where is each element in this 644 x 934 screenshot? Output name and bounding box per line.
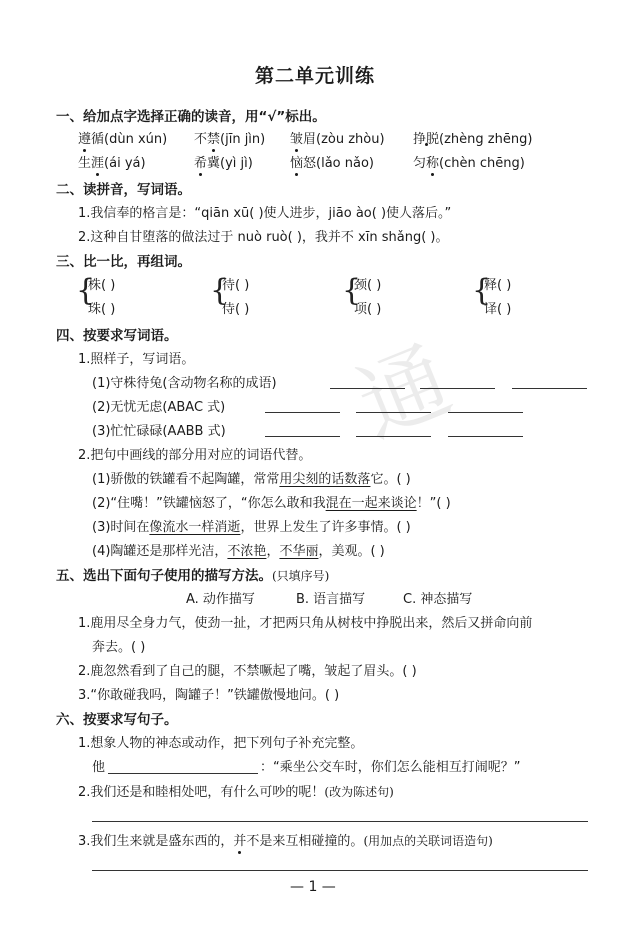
answer-line[interactable] <box>265 412 340 413</box>
pinyin-choice-item: 生涯(ái yá) <box>78 156 146 171</box>
q6-3: 3.我们生来就是盛东西的，并不是来互相碰撞的。(用加点的关联词语造句) <box>78 834 493 849</box>
pinyin-choice-item: 匀称(chèn chēng) <box>413 156 525 171</box>
q4-1-2: (2)无忧无虑(ABAC 式) <box>92 400 226 415</box>
compare-word: 颈( ) <box>354 278 382 293</box>
pinyin-question-1: 1.我信奉的格言是：“qiān xū( )使人进步，jiāo ào( )使人落后。” <box>78 206 452 221</box>
q4-2-3: (3)时间在像流水一样消逝，世界上发生了许多事情。( ) <box>92 520 411 535</box>
section-3-heading: 三、比一比，再组词。 <box>56 254 191 270</box>
section-6-heading: 六、按要求写句子。 <box>56 712 178 728</box>
q5-2: 2.鹿忽然看到了自己的腿，不禁噘起了嘴，皱起了眉头。( ) <box>78 664 417 679</box>
pinyin-question-2: 2.这种自甘堕落的做法过于 nuò ruò( )，我并不 xīn shǎng( )。 <box>78 230 449 245</box>
q6-1: 1.想象人物的神态或动作，把下列句子补充完整。 <box>78 736 364 751</box>
compare-word: 释( ) <box>484 278 512 293</box>
watermark: 通 <box>343 328 464 457</box>
section-5-heading-row: 五、选出下面句子使用的描写方法。(只填序号) <box>56 568 330 584</box>
brace: { <box>210 273 230 308</box>
q4-2: 2.把句中画线的部分用对应的词语代替。 <box>78 448 312 463</box>
q6-1-quote: ：“乘坐公交车时，你们怎么能相互打闹呢？” <box>260 760 521 775</box>
compare-word: 珠( ) <box>88 302 116 317</box>
section-1-heading: 一、给加点字选择正确的读音，用“√”标出。 <box>56 109 326 125</box>
compare-word: 待( ) <box>222 278 250 293</box>
answer-line[interactable] <box>448 436 523 437</box>
pinyin-choice-item: 挣脱(zhèng zhēng) <box>413 132 533 147</box>
q4-1-1: (1)守株待兔(含动物名称的成语) <box>92 376 277 391</box>
q6-2: 2.我们还是和睦相处吧，有什么可吵的呢！(改为陈述句) <box>78 785 394 800</box>
option-a: A. 动作描写 <box>186 592 255 607</box>
answer-line[interactable] <box>330 388 405 389</box>
brace: { <box>472 273 492 308</box>
compare-word: 侍( ) <box>222 302 250 317</box>
answer-line[interactable] <box>265 436 340 437</box>
pinyin-choice-item: 皱眉(zòu zhòu) <box>290 132 385 147</box>
q4-2-1: (1)骄傲的铁罐看不起陶罐，常常用尖刻的话数落它。( ) <box>92 472 411 487</box>
answer-line[interactable] <box>108 773 258 774</box>
page-number: — 1 — <box>290 879 336 895</box>
option-c: C. 神态描写 <box>403 592 473 607</box>
page-title: 第二单元训练 <box>255 65 376 87</box>
q4-2-4: (4)陶罐还是那样光洁，不浓艳，不华丽，美观。( ) <box>92 544 385 559</box>
pinyin-choice-item: 希冀(yì jì) <box>194 156 253 171</box>
q5-1-line1: 1.鹿用尽全身力气，使劲一扯，才把两只角从树枝中挣脱出来，然后又拼命向前 <box>78 616 533 631</box>
section-2-heading: 二、读拼音，写词语。 <box>56 182 191 198</box>
option-b: B. 语言描写 <box>296 592 366 607</box>
answer-line[interactable] <box>356 412 431 413</box>
compare-word: 株( ) <box>88 278 116 293</box>
q5-3: 3.“你敢碰我吗，陶罐子！”铁罐傲慢地问。( ) <box>78 688 340 703</box>
q4-2-2: (2)“住嘴！”铁罐恼怒了，“你怎么敢和我混在一起来谈论！”( ) <box>92 496 451 511</box>
q4-1: 1.照样子，写词语。 <box>78 352 195 367</box>
q6-1-subject: 他 <box>92 760 106 775</box>
answer-line[interactable] <box>356 436 431 437</box>
pinyin-choice-item: 恼怒(lǎo nǎo) <box>290 156 374 171</box>
answer-line[interactable] <box>420 388 495 389</box>
brace: { <box>342 273 362 308</box>
q4-1-3: (3)忙忙碌碌(AABB 式) <box>92 424 226 439</box>
compare-word: 项( ) <box>354 302 382 317</box>
brace: { <box>76 273 96 308</box>
q5-1-line2: 奔去。( ) <box>92 640 146 655</box>
answer-line[interactable] <box>92 821 588 822</box>
answer-line[interactable] <box>512 388 587 389</box>
answer-line[interactable] <box>448 412 523 413</box>
pinyin-choice-item: 遵循(dùn xún) <box>78 132 168 147</box>
pinyin-choice-item: 不禁(jīn jìn) <box>194 132 266 147</box>
section-4-heading: 四、按要求写词语。 <box>56 328 178 344</box>
compare-word: 译( ) <box>484 302 512 317</box>
answer-line[interactable] <box>92 870 588 871</box>
